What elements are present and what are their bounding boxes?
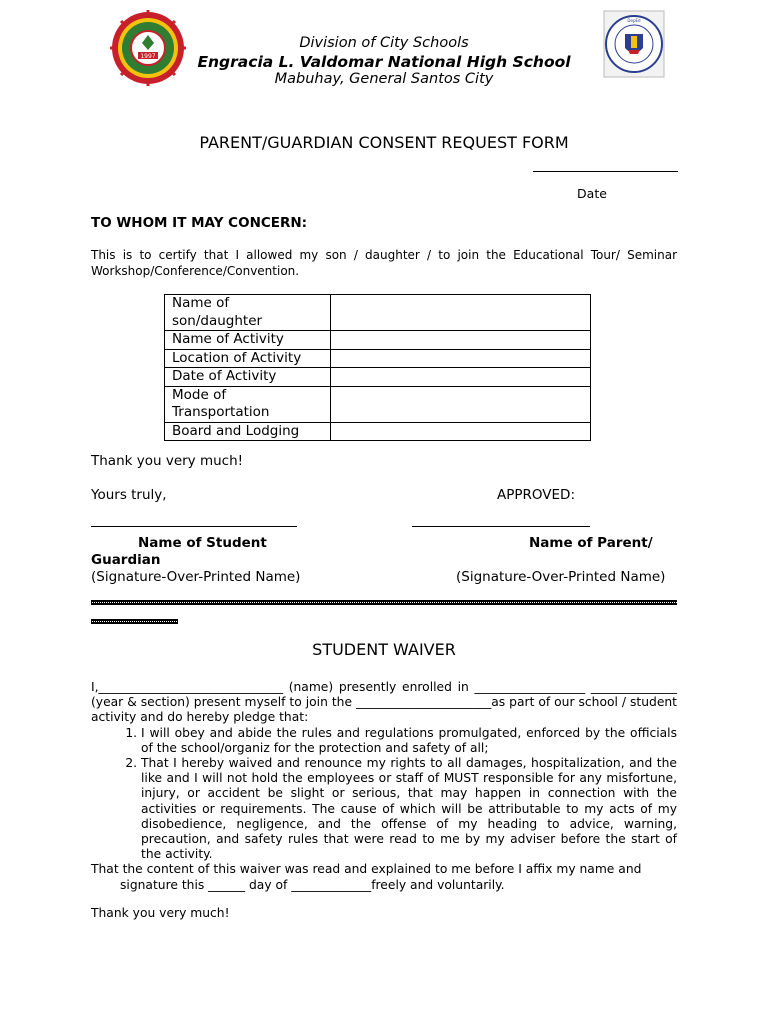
row-value-field[interactable]: [331, 422, 591, 441]
waiver-closing-line1: That the content of this waiver was read and explained to me before I affix my name and: [91, 862, 642, 877]
date-line[interactable]: [533, 171, 678, 172]
row-label: Location of Activity: [165, 349, 331, 368]
row-value-field[interactable]: [331, 349, 591, 368]
form-title: PARENT/GUARDIAN CONSENT REQUEST FORM: [199, 133, 569, 152]
row-label: Date of Activity: [165, 368, 331, 387]
waiver-intro: I,______________________________ (name) presently enrolled in __________________ ______________ (year & section) present myself to join the ______________________as part of our school / student activity and do hereby pledge that:: [91, 680, 677, 725]
school-address: Mabuhay, General Santos City: [274, 71, 494, 87]
row-label: Mode of Transportation: [165, 386, 331, 422]
table-row: [165, 349, 591, 368]
table-row: [165, 331, 591, 350]
school-name: Engracia L. Valdomar National High School: [197, 53, 571, 71]
waiver-body: [91, 680, 677, 893]
certification-text: This is to certify that I allowed my son / daughter / to join the Educational Tour/ Seminar Workshop/Conference/Convention.: [91, 248, 677, 278]
cut-line-divider: [91, 619, 178, 624]
student-name-label: Name of Student: [138, 535, 267, 551]
approved-label: APPROVED:: [497, 487, 575, 503]
waiver-title: STUDENT WAIVER: [312, 640, 456, 659]
row-label: Name of Activity: [165, 331, 331, 350]
row-value-field[interactable]: [331, 368, 591, 387]
table-row: [165, 368, 591, 387]
parent-signature-caption: (Signature-Over-Printed Name): [456, 569, 666, 585]
list-item: 2. That I hereby waived and renounce my rights to all damages, hospitalization, and the like and I will not hold the employees or staff of MUST responsible for any misfortune, injury, or accident be slight or serious, that may happen in connection with the activities or requirements. The cause of which will be attributable to my acts of my disobedience, negligence, and the offense of my heading to advice, warning, precaution, and safety rules that were read to me by my adviser before the start of the activity.: [141, 756, 677, 862]
table-row: [165, 295, 591, 331]
student-signature-line[interactable]: [91, 526, 297, 527]
parent-signature-line[interactable]: [412, 526, 590, 527]
cut-line-divider: [91, 600, 677, 605]
table-row: [165, 386, 591, 422]
row-label: Board and Lodging: [165, 422, 331, 441]
waiver-thanks-text: Thank you very much!: [91, 906, 230, 920]
row-value-field[interactable]: [331, 295, 591, 331]
salutation: TO WHOM IT MAY CONCERN:: [91, 215, 308, 231]
date-label: Date: [577, 186, 607, 201]
waiver-closing-line2: signature this ______ day of _____________freely and voluntarily.: [120, 877, 505, 892]
thanks-text: Thank you very much!: [91, 453, 244, 469]
activity-info-table: [164, 294, 591, 441]
table-row: [165, 422, 591, 441]
waiver-pledge-list: [91, 726, 677, 863]
row-value-field[interactable]: [331, 331, 591, 350]
list-item: 1. I will obey and abide the rules and regulations promulgated, enforced by the officials of the school/organiz for the protection and safety of all;: [141, 726, 677, 756]
division-name: Division of City Schools: [299, 35, 469, 51]
svg-text:DepEd: DepEd: [627, 18, 641, 23]
parent-name-label: Name of Parent/: [529, 535, 653, 551]
yours-truly: Yours truly,: [91, 487, 167, 503]
guardian-label: Guardian: [91, 552, 161, 568]
svg-text:1997: 1997: [140, 53, 156, 60]
student-signature-caption: (Signature-Over-Printed Name): [91, 569, 301, 585]
deped-seal-logo: [603, 10, 665, 78]
row-label: Name of son/daughter: [165, 295, 331, 331]
row-value-field[interactable]: [331, 386, 591, 422]
